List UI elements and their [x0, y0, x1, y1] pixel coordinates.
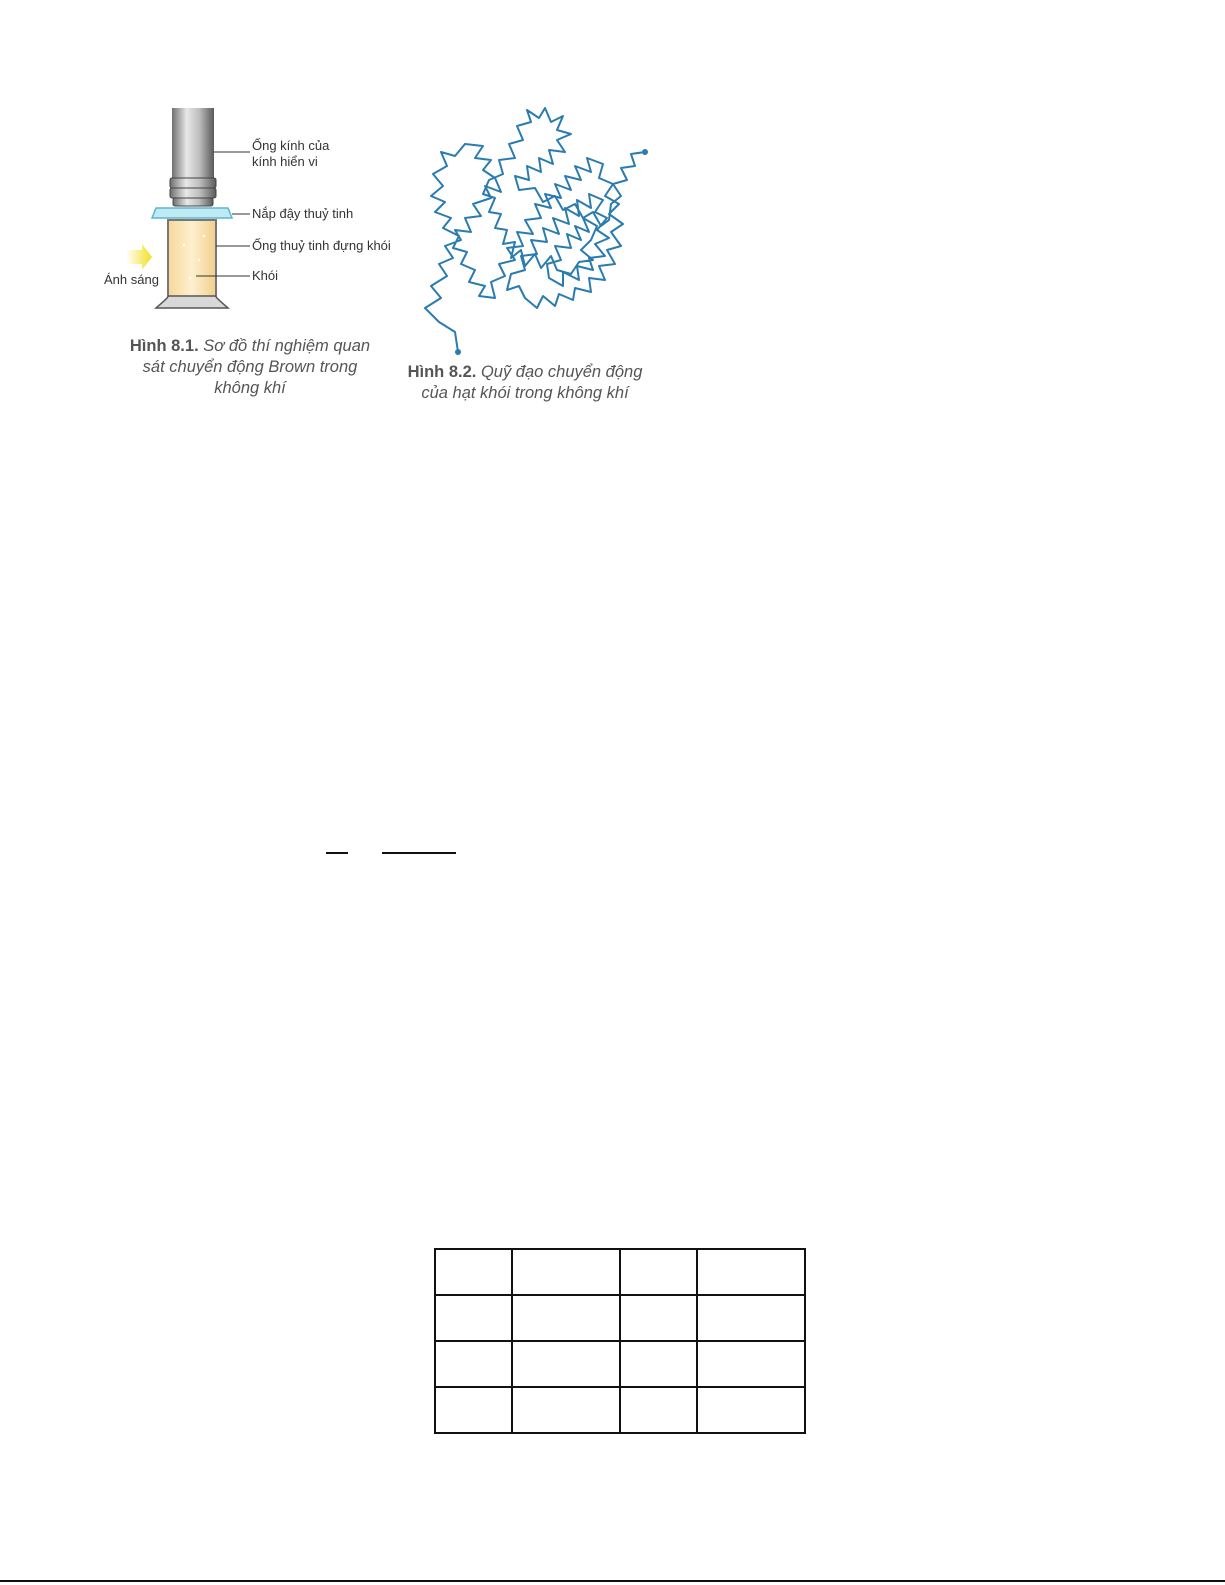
table-cell	[435, 1249, 512, 1295]
label-smoke-tube: Ống thuỷ tinh đựng khói	[252, 238, 391, 253]
caption-text-line1: Quỹ đạo chuyển động	[480, 363, 643, 381]
microscope-lens-icon	[172, 108, 214, 178]
trajectory-plot	[395, 100, 655, 360]
trajectory-path	[425, 108, 645, 352]
light-arrow-icon	[126, 244, 152, 270]
table-cell	[697, 1295, 805, 1341]
caption-text-line1: Sơ đồ thí nghiệm quan	[203, 337, 371, 355]
table-cell	[512, 1387, 620, 1433]
table-row	[435, 1387, 805, 1433]
figure-brown-experiment	[100, 100, 400, 410]
table-cell	[512, 1341, 620, 1387]
caption-text-line3: không khí	[214, 379, 286, 397]
experiment-illustration	[100, 100, 400, 340]
label-glass-cover: Nắp đậy thuỷ tinh	[252, 206, 354, 221]
table-cell	[697, 1387, 805, 1433]
blank-line-long	[382, 852, 456, 854]
table-cell	[620, 1387, 697, 1433]
table-row	[435, 1341, 805, 1387]
table-cell	[435, 1295, 512, 1341]
table-cell	[620, 1295, 697, 1341]
caption-text-line2: của hạt khói trong không khí	[421, 384, 629, 402]
empty-table	[434, 1248, 806, 1434]
page-bottom-rule	[0, 1580, 1225, 1582]
table-cell	[512, 1295, 620, 1341]
caption-text-line2: sát chuyển động Brown trong	[142, 358, 358, 376]
table-cell	[697, 1341, 805, 1387]
caption-label: Hình 8.1.	[129, 337, 199, 355]
table-cell	[512, 1249, 620, 1295]
smoke-tube-icon	[168, 220, 216, 302]
table-cell	[620, 1249, 697, 1295]
table-cell	[435, 1341, 512, 1387]
table-cell	[697, 1249, 805, 1295]
figure-2-caption	[395, 362, 655, 404]
table-cell	[620, 1341, 697, 1387]
label-lens: Ống kính của kính hiển vi	[252, 138, 330, 169]
label-light: Ánh sáng	[104, 272, 159, 287]
blank-line-short	[326, 852, 348, 854]
glass-cover-icon	[152, 208, 232, 218]
figure-1-caption	[100, 336, 400, 399]
figure-brownian-trajectory	[395, 100, 655, 410]
table-row	[435, 1249, 805, 1295]
label-smoke: Khói	[252, 268, 279, 283]
table-row	[435, 1295, 805, 1341]
caption-label: Hình 8.2.	[407, 363, 477, 381]
table-cell	[435, 1387, 512, 1433]
